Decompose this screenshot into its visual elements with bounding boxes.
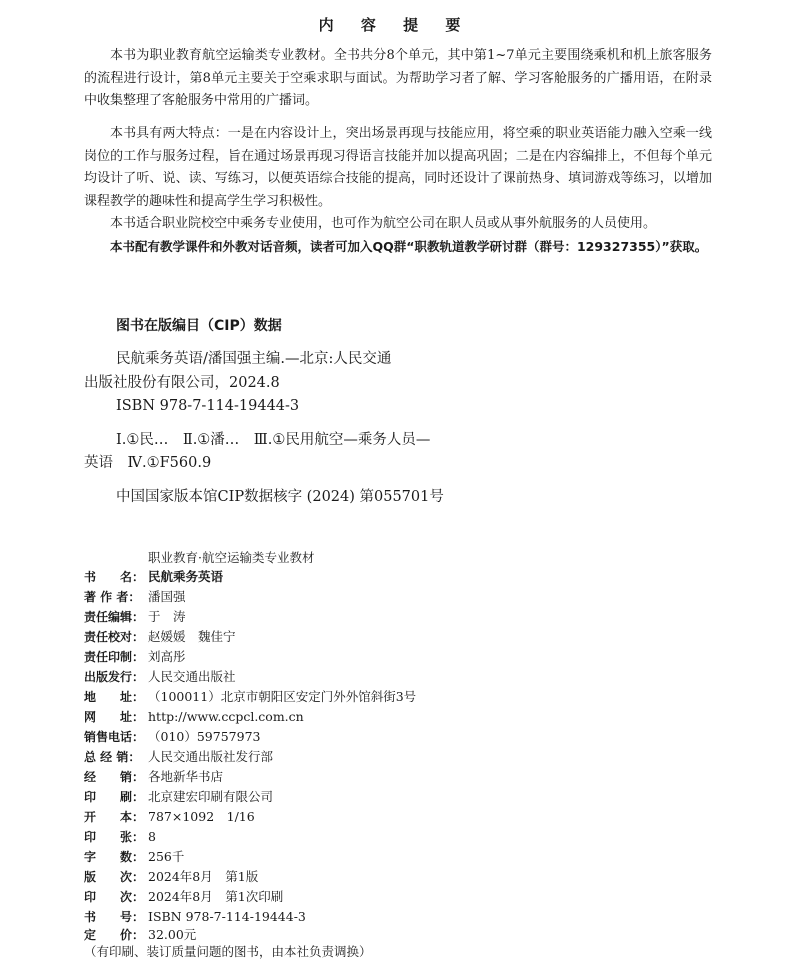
colophon-label: 印 张： xyxy=(84,830,145,844)
colophon-label: 经 销： xyxy=(84,770,145,784)
cip-classification-2: 英语 Ⅳ.①F560.9 xyxy=(84,455,212,471)
colophon-row-sheets xyxy=(84,827,156,847)
colophon-row-impression xyxy=(84,887,283,907)
colophon-value: 256千 xyxy=(148,849,185,864)
colophon-row-proofreader xyxy=(84,627,236,647)
colophon-row-isbn xyxy=(84,907,306,927)
cip-isbn: ISBN 978-7-114-19444-3 xyxy=(116,398,300,414)
colophon-label: 定 价： xyxy=(84,928,145,942)
colophon-label: 字 数： xyxy=(84,850,145,864)
colophon-value: 2024年8月 第1次印刷 xyxy=(148,889,284,904)
colophon-value: 北京建宏印刷有限公司 xyxy=(148,789,274,804)
summary-paragraph-2: 本书具有两大特点：一是在内容设计上，突出场景再现与技能应用，将空乘的职业英语能力融入空乘一线岗位的工作与服务过程，旨在通过场景再现习得语言技能并加以提高巩固；二是在内容编排上，不但每个单元均设计了听、说、读、写练习，以便英语综合技能的提高，同时还设计了课前热身、填词游戏等练习，以增加课程教学的趣味性和提高学生学习积极性。 xyxy=(84,126,712,209)
colophon-label: 书 号： xyxy=(84,910,145,924)
colophon-value: 赵媛媛 魏佳宁 xyxy=(148,629,236,644)
colophon-label: 印 刷： xyxy=(84,790,145,804)
colophon-label: 著 作 者： xyxy=(84,590,141,604)
colophon-row-website xyxy=(84,707,304,727)
colophon-row-printer xyxy=(84,787,273,807)
colophon-label: 开 本： xyxy=(84,810,145,824)
colophon-row-author xyxy=(84,587,186,607)
colophon-value: 各地新华书店 xyxy=(148,769,224,784)
summary-resource-note: 本书配有教学课件和外教对话音频，读者可加入QQ群“职教轨道教学研讨群（群号：129327355）”获取。 xyxy=(110,239,708,254)
colophon-label: 责任编辑： xyxy=(84,610,145,624)
colophon-value: 刘高彤 xyxy=(148,649,186,664)
colophon-label: 销售电话： xyxy=(84,730,145,744)
cip-classification-1: Ⅰ.①民… Ⅱ.①潘… Ⅲ.①民用航空—乘务人员— xyxy=(116,432,431,448)
colophon-value: 人民交通出版社 xyxy=(148,669,236,684)
colophon-row-publisher xyxy=(84,667,236,687)
summary-paragraph-1: 本书为职业教育航空运输类专业教材。全书共分8个单元，其中第1~7单元主要围绕乘机和机上旅客服务的流程进行设计，第8单元主要关于空乘求职与面试。为帮助学习者了解、学习客舱服务的广播用语，在附录中收集整理了客舱服务中常用的广播词。 xyxy=(84,48,712,108)
colophon-label: 网 址： xyxy=(84,710,145,724)
cip-heading: 图书在版编目（CIP）数据 xyxy=(116,318,282,334)
colophon-label: 责任印制： xyxy=(84,650,145,664)
cip-line-2: 出版社股份有限公司，2024.8 xyxy=(84,375,280,391)
colophon-row-distributor xyxy=(84,747,273,767)
colophon-value: 32.00元 xyxy=(148,927,197,942)
cip-line-1: 民航乘务英语/潘国强主编.—北京:人民交通 xyxy=(116,351,392,367)
colophon-label: 出版发行： xyxy=(84,670,145,684)
colophon-value: 于 涛 xyxy=(148,609,186,624)
colophon-label: 印 次： xyxy=(84,890,145,904)
series-name: 职业教育·航空运输类专业教材 xyxy=(148,550,315,565)
colophon-row-edition xyxy=(84,867,258,887)
book-title: 民航乘务英语 xyxy=(148,569,224,584)
colophon-label: 地 址： xyxy=(84,690,145,704)
colophon-value: 人民交通出版社发行部 xyxy=(148,749,274,764)
colophon-label: 责任校对： xyxy=(84,630,145,644)
colophon-row-title xyxy=(84,567,223,587)
colophon-row-editor xyxy=(84,607,186,627)
quality-notice: （有印刷、装订质量问题的图书，由本社负责调换） xyxy=(84,944,372,959)
colophon-label: 版 次： xyxy=(84,870,145,884)
colophon-value: 潘国强 xyxy=(148,589,186,604)
colophon-row-print-manager xyxy=(84,647,186,667)
colophon-value: 787×1092 1/16 xyxy=(148,809,255,824)
colophon-row-format xyxy=(84,807,255,827)
colophon-row-phone xyxy=(84,727,260,747)
colophon-value: ISBN 978-7-114-19444-3 xyxy=(148,909,306,924)
summary-paragraph-3: 本书适合职业院校空中乘务专业使用，也可作为航空公司在职人员或从事外航服务的人员使用。 xyxy=(110,216,657,231)
colophon-value: 2024年8月 第1版 xyxy=(148,869,259,884)
summary-title: 内 容 提 要 xyxy=(318,16,472,34)
colophon-label: 总 经 销： xyxy=(84,750,141,764)
colophon-value: 8 xyxy=(148,829,156,844)
colophon-row-word-count xyxy=(84,847,184,867)
colophon-row-retailer xyxy=(84,767,223,787)
colophon-label: 书 名： xyxy=(84,570,145,584)
cip-record-number: 中国国家版本馆CIP数据核字 (2024) 第055701号 xyxy=(116,489,444,505)
colophon-row-address xyxy=(84,687,416,707)
colophon-value: （010）59757973 xyxy=(148,729,261,744)
website-link[interactable]: http://www.ccpcl.com.cn xyxy=(148,709,304,724)
colophon-value: （100011）北京市朝阳区安定门外外馆斜街3号 xyxy=(148,689,417,704)
